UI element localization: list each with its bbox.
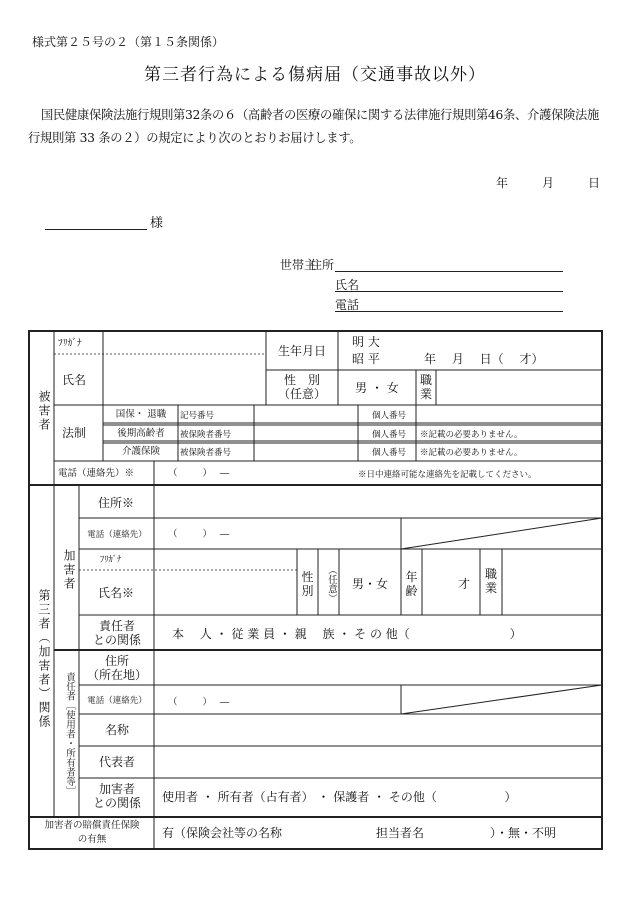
page-title: 第三者行為による傷病届（交通事故以外）: [144, 65, 486, 85]
responsible-org-name-label: 名称: [104, 723, 129, 737]
legal-id-label-1: 記号番号: [180, 411, 215, 421]
grid-line: [401, 685, 602, 714]
legal-system-2: 後期高齢者: [117, 428, 165, 439]
grid-line: [401, 518, 602, 549]
legal-id-label-3: 被保険者番号: [180, 448, 232, 458]
offender-address-label: 住所※: [97, 496, 134, 510]
date-day: 日: [587, 176, 600, 190]
victim-occupation-field[interactable]: [438, 372, 600, 403]
victim-name-label: 氏名: [62, 373, 87, 387]
offender-name-label: 氏名※: [97, 586, 134, 600]
victim-section-label: 被害者: [37, 390, 51, 432]
responsible-phone-label: 電話（連絡先）: [87, 696, 147, 706]
victim-sex-label: 性 別 （任意）: [277, 373, 326, 401]
victim-phone-field[interactable]: （ ） ―: [168, 468, 230, 479]
legal-id-label-2: 被保険者番号: [180, 430, 232, 440]
responsible-address-field[interactable]: [156, 652, 600, 683]
legal-mynumber-2: 個人番号: [372, 430, 407, 440]
victim-birth-date[interactable]: 年 月 日（ 才）: [424, 352, 544, 366]
legal-system-3: 介護保険: [121, 446, 160, 457]
legal-label: 法制: [62, 426, 87, 440]
legal-mynumber-3: 個人番号: [372, 448, 407, 458]
third-party-section-label: 第三者（加害者）関係: [37, 589, 51, 729]
householder-address-label: 住所: [310, 258, 335, 272]
offender-sex-options[interactable]: 男・女: [351, 577, 388, 591]
legal-mynumber-1: 個人番号: [372, 411, 407, 421]
victim-occupation-label: 職 業: [419, 373, 432, 401]
offender-occupation-label: 職 業: [484, 567, 497, 595]
legal-system-1: 国保・ 退職: [115, 409, 167, 420]
victim-birth-label: 生年月日: [277, 344, 326, 358]
date-year: 年: [495, 176, 508, 190]
insurance-options[interactable]: ）・無・不明: [490, 826, 557, 840]
responsible-org-name-field[interactable]: [156, 716, 600, 744]
insurance-company[interactable]: 有（保険会社等の名称: [162, 826, 283, 840]
responsible-representative-label: 代表者: [98, 755, 135, 769]
offender-furigana-label: ﾌﾘｶﾞﾅ: [100, 555, 122, 565]
legal-note-2: ※記載の必要ありません。: [420, 430, 523, 440]
recipient-suffix: 様: [150, 216, 164, 231]
victim-phone-note: ※日中連絡可能な連絡先を記載してください。: [358, 470, 537, 480]
victim-furigana-field[interactable]: [105, 333, 264, 353]
offender-phone-label: 電話（連絡先）: [87, 530, 147, 540]
responsible-relation-options[interactable]: 使用者 ・ 所有者（占有者） ・ 保護者 ・ その他（ ）: [162, 790, 517, 804]
victim-era-2: 昭 平: [352, 352, 380, 366]
responsible-representative-field[interactable]: [156, 748, 600, 776]
offender-relation-label: 責任者 との関係: [92, 619, 141, 647]
offender-age-label: 年 齢: [405, 570, 418, 598]
responsible-phone-field[interactable]: （ ） ―: [168, 697, 230, 708]
offender-phone-field[interactable]: （ ） ―: [168, 529, 230, 540]
offender-relation-options[interactable]: 本 人 ・ 従 業 員 ・ 親 族 ・ そ の 他（ ）: [172, 627, 522, 641]
offender-address-field[interactable]: [156, 488, 600, 516]
victim-era-1: 明 大: [352, 335, 380, 349]
form-number: 様式第２５号の２（第１５条関係）: [32, 35, 225, 49]
legal-note-3: ※記載の必要ありません。: [420, 448, 523, 458]
householder-label: 世帯主: [280, 258, 317, 272]
victim-sex-options[interactable]: 男 ・ 女: [355, 381, 399, 395]
victim-phone-label: 電話（連絡先）※: [58, 468, 135, 479]
offender-age-unit: 才: [458, 577, 471, 591]
offender-sex-label: 性 別: [301, 570, 314, 598]
offender-sex-optional: （任意）: [326, 565, 337, 603]
victim-furigana-label: ﾌﾘｶﾞﾅ: [58, 338, 82, 349]
responsible-relation-label: 加害者 との関係: [92, 782, 141, 810]
date-month: 月: [541, 176, 554, 190]
householder-phone-label: 電話: [335, 298, 360, 312]
responsible-label: 責任者［使用者・所有者等］: [64, 672, 75, 796]
insurance-person[interactable]: 担当者名: [376, 826, 425, 840]
intro-text: 国民健康保険法施行規則第32条の６（高齢者の医療の確保に関する法律施行規則第46条、介護保険法施行規則第 33 条の２）の規定により次のとおりお届けします。: [28, 108, 599, 145]
insurance-label: 加害者の賠償責任保険 の有無: [44, 820, 140, 845]
householder-name-label: 氏名: [335, 278, 360, 292]
responsible-address-label: 住所 （所在地）: [86, 654, 147, 682]
victim-name-field[interactable]: [105, 356, 264, 403]
offender-label: 加害者: [62, 549, 76, 591]
offender-name-field[interactable]: [156, 572, 295, 612]
